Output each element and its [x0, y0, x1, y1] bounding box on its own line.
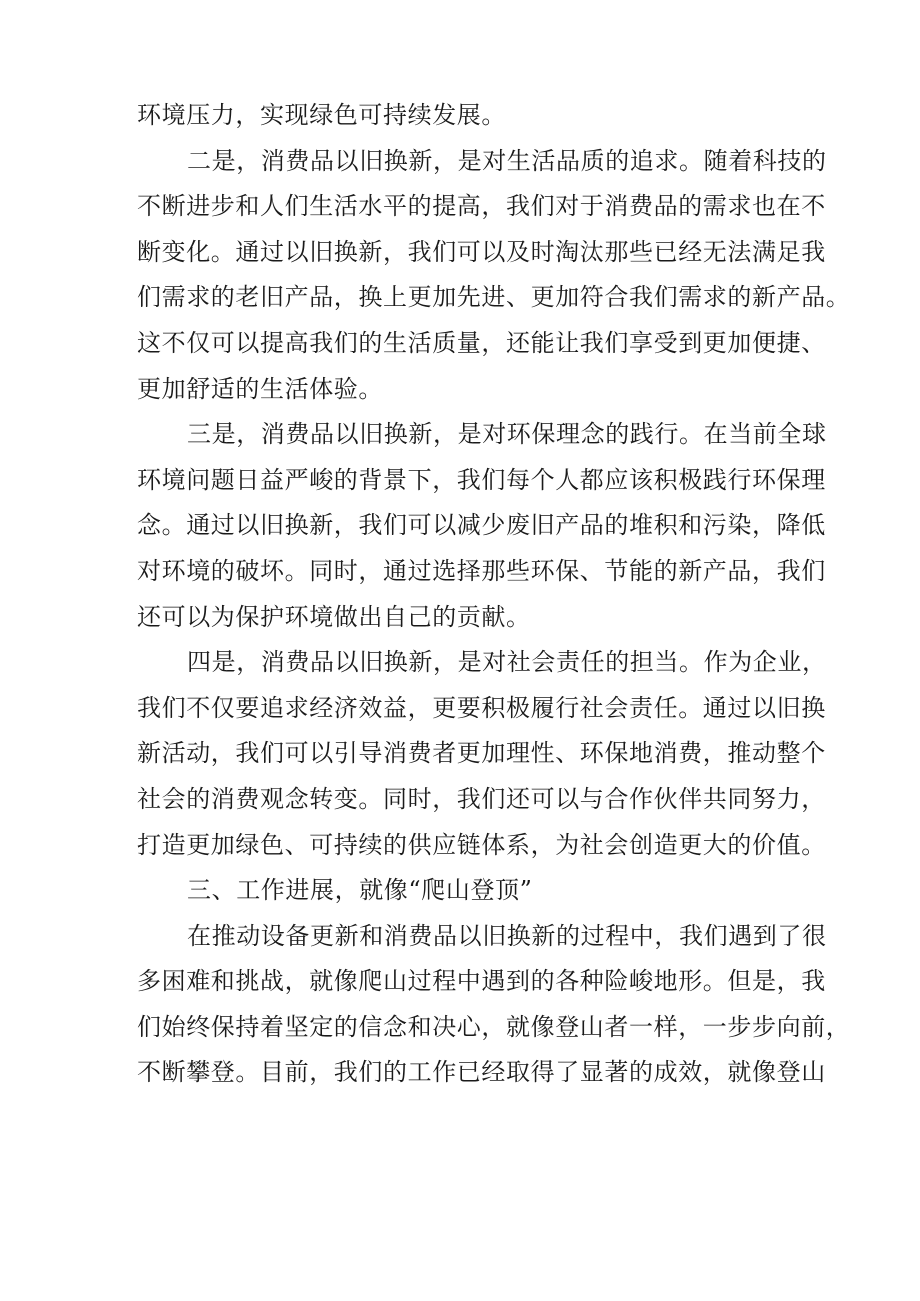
text-line: 三、工作进展，就像“爬山登顶” — [187, 876, 533, 905]
text-line: 新活动，我们可以引导消费者更加理性、环保地消费，推动整个 — [137, 739, 826, 768]
text-line: 打造更加绿色、可持续的供应链体系，为社会创造更大的价值。 — [137, 830, 826, 859]
text-line: 对环境的破坏。同时，通过选择那些环保、节能的新产品，我们 — [137, 556, 826, 585]
text-line: 社会的消费观念转变。同时，我们还可以与合作伙伴共同努力， — [137, 784, 826, 813]
text-line: 在推动设备更新和消费品以旧换新的过程中，我们遇到了很 — [187, 921, 827, 950]
document-body — [137, 93, 851, 1096]
text-line: 们需求的老旧产品，换上更加先进、更加符合我们需求的新产品。 — [137, 283, 851, 312]
text-line: 四是，消费品以旧换新，是对社会责任的担当。作为企业， — [187, 648, 827, 677]
text-line: 不断进步和人们生活水平的提高，我们对于消费品的需求也在不 — [137, 192, 826, 221]
text-line: 三是，消费品以旧换新，是对环保理念的践行。在当前全球 — [187, 420, 827, 449]
text-line: 二是，消费品以旧换新，是对生活品质的追求。随着科技的 — [187, 146, 827, 175]
text-line: 们始终保持着坚定的信念和决心，就像登山者一样，一步步向前， — [137, 1012, 851, 1041]
text-line: 这不仅可以提高我们的生活质量，还能让我们享受到更加便捷、 — [137, 328, 826, 357]
text-line: 环境问题日益严峻的背景下，我们每个人都应该积极践行环保理 — [137, 465, 826, 494]
text-line: 还可以为保护环境做出自己的贡献。 — [137, 602, 531, 631]
text-line: 不断攀登。目前，我们的工作已经取得了显著的成效，就像登山 — [137, 1058, 826, 1087]
text-line: 多困难和挑战，就像爬山过程中遇到的各种险峻地形。但是，我 — [137, 967, 826, 996]
text-line: 断变化。通过以旧换新，我们可以及时淘汰那些已经无法满足我 — [137, 237, 826, 266]
text-line: 念。通过以旧换新，我们可以减少废旧产品的堆积和污染，降低 — [137, 511, 826, 540]
text-line: 我们不仅要追求经济效益，更要积极履行社会责任。通过以旧换 — [137, 693, 826, 722]
text-line: 环境压力，实现绿色可持续发展。 — [137, 101, 506, 129]
text-line: 更加舒适的生活体验。 — [137, 374, 383, 403]
